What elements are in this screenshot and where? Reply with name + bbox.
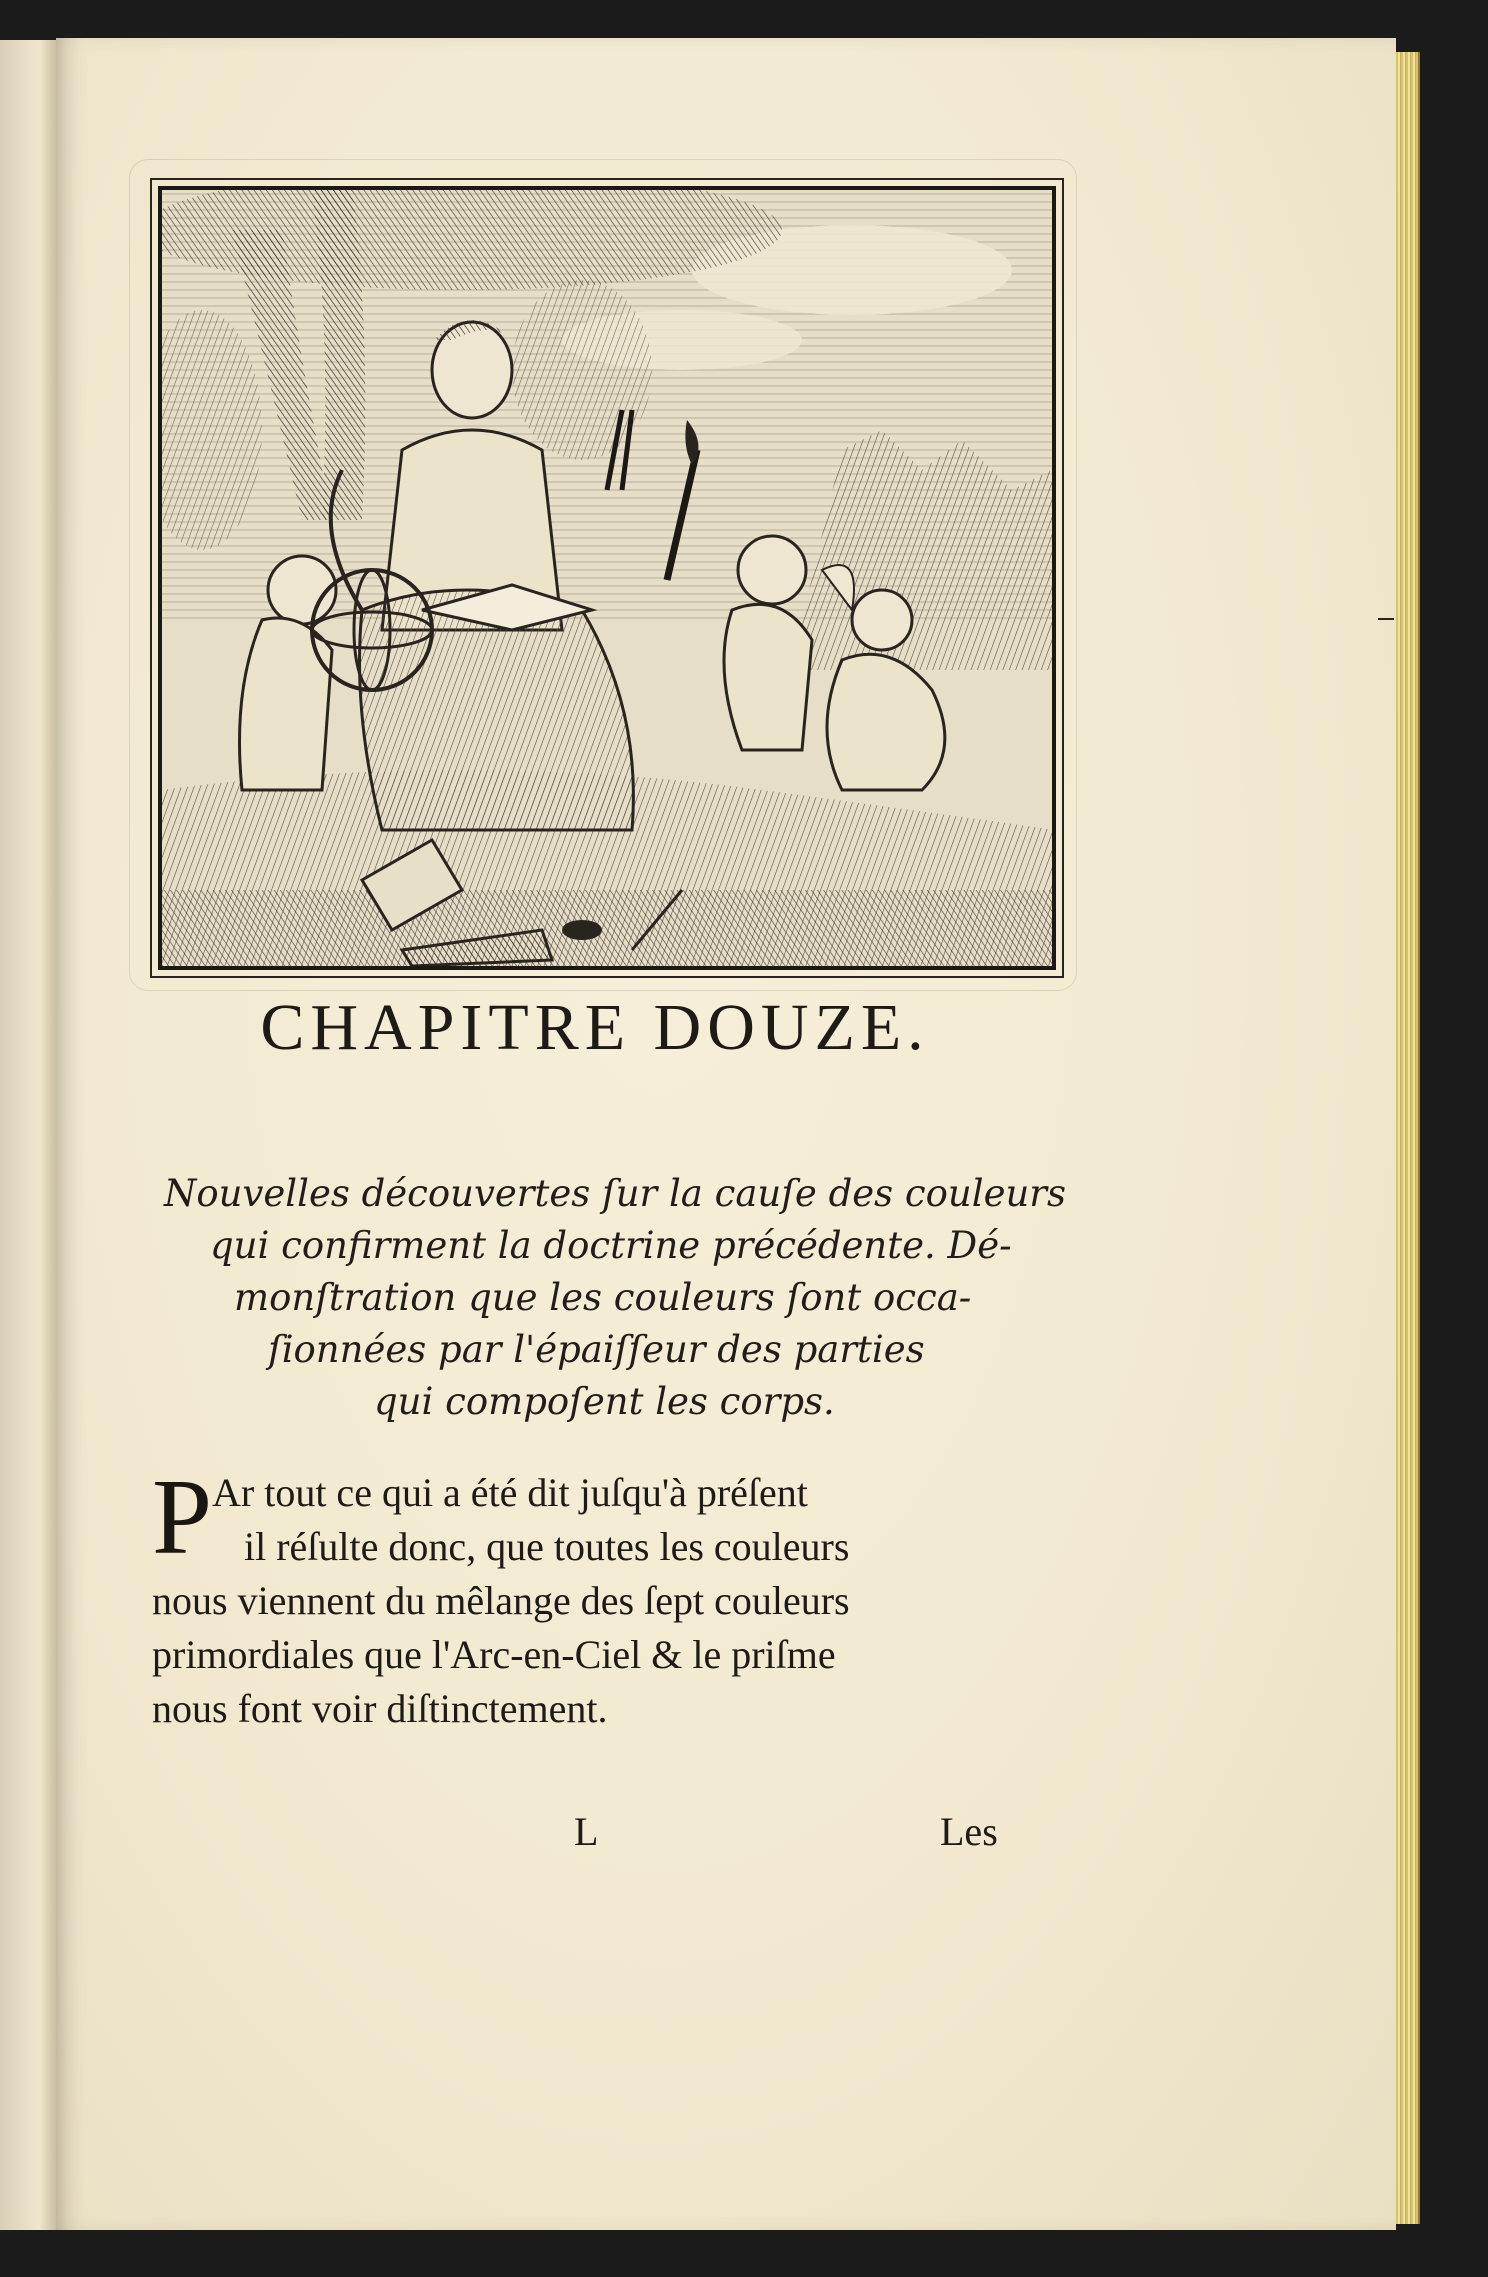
summary-line: Nouvelles découvertes ſur la cauſe des couleurs bbox=[164, 1172, 1066, 1215]
summary-line: ſionnées par l'épaiſſeur des parties bbox=[268, 1328, 925, 1371]
margin-tick bbox=[1378, 618, 1394, 620]
chapter-title: CHAPITRE DOUZE. bbox=[260, 991, 930, 1064]
gilt-page-edge bbox=[1396, 52, 1420, 2224]
signature-mark: L bbox=[574, 1809, 599, 1854]
summary-line: qui compoſent les corps. bbox=[374, 1380, 835, 1423]
engraving-illustration bbox=[158, 186, 1056, 970]
drop-cap: P bbox=[152, 1458, 213, 1577]
body-line: primordiales que l'Arc-en-Ciel & le priſme bbox=[152, 1632, 836, 1677]
summary-line: monſtration que les couleurs ſont occa- bbox=[234, 1276, 972, 1319]
body-line: il réſulte donc, que toutes les couleurs bbox=[244, 1524, 850, 1569]
body-paragraph bbox=[152, 1458, 1022, 1736]
body-line: nous font voir diſtinctement. bbox=[152, 1686, 608, 1731]
body-line: Ar tout ce qui a été dit juſqu'à préſent bbox=[212, 1470, 808, 1515]
engraving-drawing bbox=[162, 190, 1052, 966]
catchword: Les bbox=[940, 1809, 998, 1854]
left-page-edge bbox=[0, 40, 58, 2230]
body-line: nous viennent du mêlange des ſept couleurs bbox=[152, 1578, 850, 1623]
summary-line: qui confirment la doctrine précédente. Dé- bbox=[210, 1224, 1012, 1267]
chapter-summary bbox=[150, 1168, 1066, 1428]
